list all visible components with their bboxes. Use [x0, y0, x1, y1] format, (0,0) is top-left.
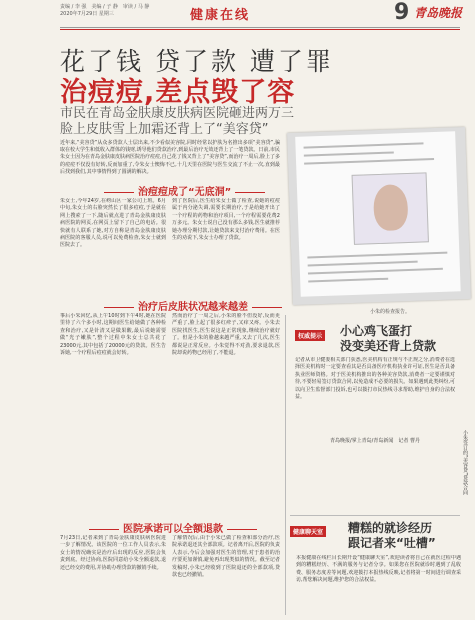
header-meta: [60, 4, 149, 18]
page-header: [0, 0, 475, 30]
headline-main: 治痘痘,差点毁了容: [60, 77, 296, 108]
subheadline-2: 脸上皮肤雪上加霜还背上了“美容贷”: [60, 122, 269, 137]
text-line: [308, 261, 418, 267]
section-name: 健康在线: [190, 8, 251, 23]
page-number: 9: [394, 0, 410, 25]
report-photo: [287, 127, 471, 305]
side2-title-1: 糟糕的就诊经历: [348, 521, 433, 535]
section2-title: 治疗后皮肤状况越来越差: [100, 298, 286, 313]
side2-tag: 健康聊天室: [290, 526, 326, 537]
section3-col1: 7月23日,记者来到了青岛金肤康皮肤病医院进一步了解情况。该医院的一位工作人员表示,朱女士的情况确实是治疗后出现的反应,医院会负责到底。经过协商,医院同意给小朱全额退款,退还已经交的费用,并协助办理贷款的撤销手续。: [60, 535, 166, 571]
newspaper-logo: 青岛晚报: [414, 6, 463, 20]
section1-title: 治痘痘成了“无底洞”: [100, 183, 269, 198]
column-divider: [285, 315, 286, 615]
lead-paragraph: 近年来,“美容贷”从众多贷款人士层出来,不少看似美容院,同时经常以护肤为名推出多项“美容贷”,骗取在校大学生和低收入群体的钱财,诱导他们贷款治疗,到最后治疗无效还背上了一笔贷款。日前,市民朱女士因为在青岛金肤康皮肤病医院治疗痘痘,自己花了钱又背上了“美容贷”,而治疗一周后,脸上了多的痘痘不仅没有好转,反而加重了,令朱女士懊悔不已,十几天里在医院与医生交流了不止一次,直到最后找到我们,其中事情得到了圆满的解决。: [60, 140, 280, 175]
face-illustration: [373, 184, 409, 231]
text-line: [304, 151, 394, 156]
photo-caption: 小朱的检查报告。: [370, 309, 411, 315]
side-divider: [290, 515, 460, 516]
section2-col1: 事后小朱回忆,从上午10时到下午4时,她在医院里待了六个多小时,这期间医生给她做了各种检查和治疗,又是针清又是做果酸,最后说她需要做“光子嫩肤”,整个过程中朱女士总共花了23000元,其中包括了20000元的贷款。医生告诉她,一个疗程后痘痘就会好转。: [60, 313, 166, 357]
side1-body: 记者从市卫健委相关部门获悉,医美机构有正规与不正规之分,消费者在选择医美机构时一定要查看其是否具备医疗机构执业许可证,医生是否具备执业医师资格。对于医美机构推出的各种美容贷款,消费者一定要谨慎对待,不要轻易签订贷款合同,以免造成不必要的损失。如果遇到此类纠纷,可以向卫生监督部门投诉,也可以拨打市民热线寻求帮助,维护自身的合法权益。: [295, 357, 455, 401]
headline-top: 花了钱 贷了款 遭了罪: [60, 47, 334, 76]
subheadline-1: 市民在青岛金肤康皮肤病医院砸进两万三: [60, 106, 295, 121]
side1-tag: 权威提示: [295, 330, 325, 341]
contract-label: 小朱签订的“美容贷”贷款合同: [462, 430, 468, 496]
side2-body: 本报健康在线栏目长期开设“健康聊天室”,欢迎读者将自己在就医过程中遇到的糟糕经历、不满的服务与记者分享。如果您在医院就诊时遇到了乱收费、服务态度差等问题,欢迎拨打本报热线反映,记者将第一时间进行调查采访,帮您解决问题,维护您的合法权益。: [296, 555, 461, 584]
section1-col2: 到了医院后,医生给朱女士做了检查,说她的痘痘属于内分泌失调,需要长期治疗,于是给她开出了一个疗程的药物和治疗项目,一个疗程需要花费2万多元。朱女士说自己没有那么多钱,医生就推荐她办理分期付款,让她贷款来支付治疗费用。在医生的劝说下,朱女士办理了贷款。: [172, 198, 280, 242]
issue-date: 2020年7月29日 星期三: [60, 11, 114, 17]
text-line: [304, 142, 424, 148]
header-accent-rule: [60, 29, 460, 30]
text-line: [304, 158, 434, 165]
side1-title-2: 没变美还背上贷款: [340, 339, 437, 353]
section3-col2: 了解情况后,由于小朱已做了检查和部分治疗,医院承诺退还其全部款项。记者离开后,医院的负责人表示,今后会加强对医生的管理,对于患者的治疗要更加谨慎,避免再出现类似的情况。截至记者发稿时,小朱已经收到了医院退还的全部款项,贷款也已经撤销。: [172, 535, 280, 579]
section2-col2: 然而治疗了一周之后,小朱的脸不但没好,反而更严重了,脸上起了很多红疹子,又痒又疼。小朱去医院找医生,医生说这是正常现象,继续治疗就好了。但是小朱的脸越来越严重,又去了几次,医生都说是正常反应。小朱觉得不对劲,要求退款,医院却说药物已经用了,不能退。: [172, 313, 280, 357]
section3-title: 医院承诺可以全额退款: [85, 520, 261, 535]
side2-title-2: 跟记者来“吐槽”: [348, 536, 436, 550]
text-line: [308, 278, 388, 283]
side1-author: 青岛晚报/掌上青岛/青岛新闻 记者 曹丹: [330, 438, 420, 444]
text-line: [308, 268, 443, 275]
section1-col1: 朱女士,今年24岁,在崂山区一家公司上班。6月中旬,朱女士的右脸突然长了很多痘痘,于是就在网上搜索了一下,随后就点进了青岛金肤康皮肤病医院的网页,在网页上留下了自己的电话。很快就有人联系了她,对方自称是青岛金肤康皮肤病医院的客服人员,说可以免费检查,朱女士就到医院去了。: [60, 198, 166, 249]
editor-credits: 责编 / 李 强 美编 / 子 静 审读 / 马 静: [60, 4, 150, 10]
text-line: [307, 252, 447, 259]
side1-title-1: 小心鸡飞蛋打: [340, 324, 413, 338]
report-paper: [295, 131, 460, 296]
header-rule: [60, 27, 460, 28]
face-scan-image: [352, 172, 429, 245]
